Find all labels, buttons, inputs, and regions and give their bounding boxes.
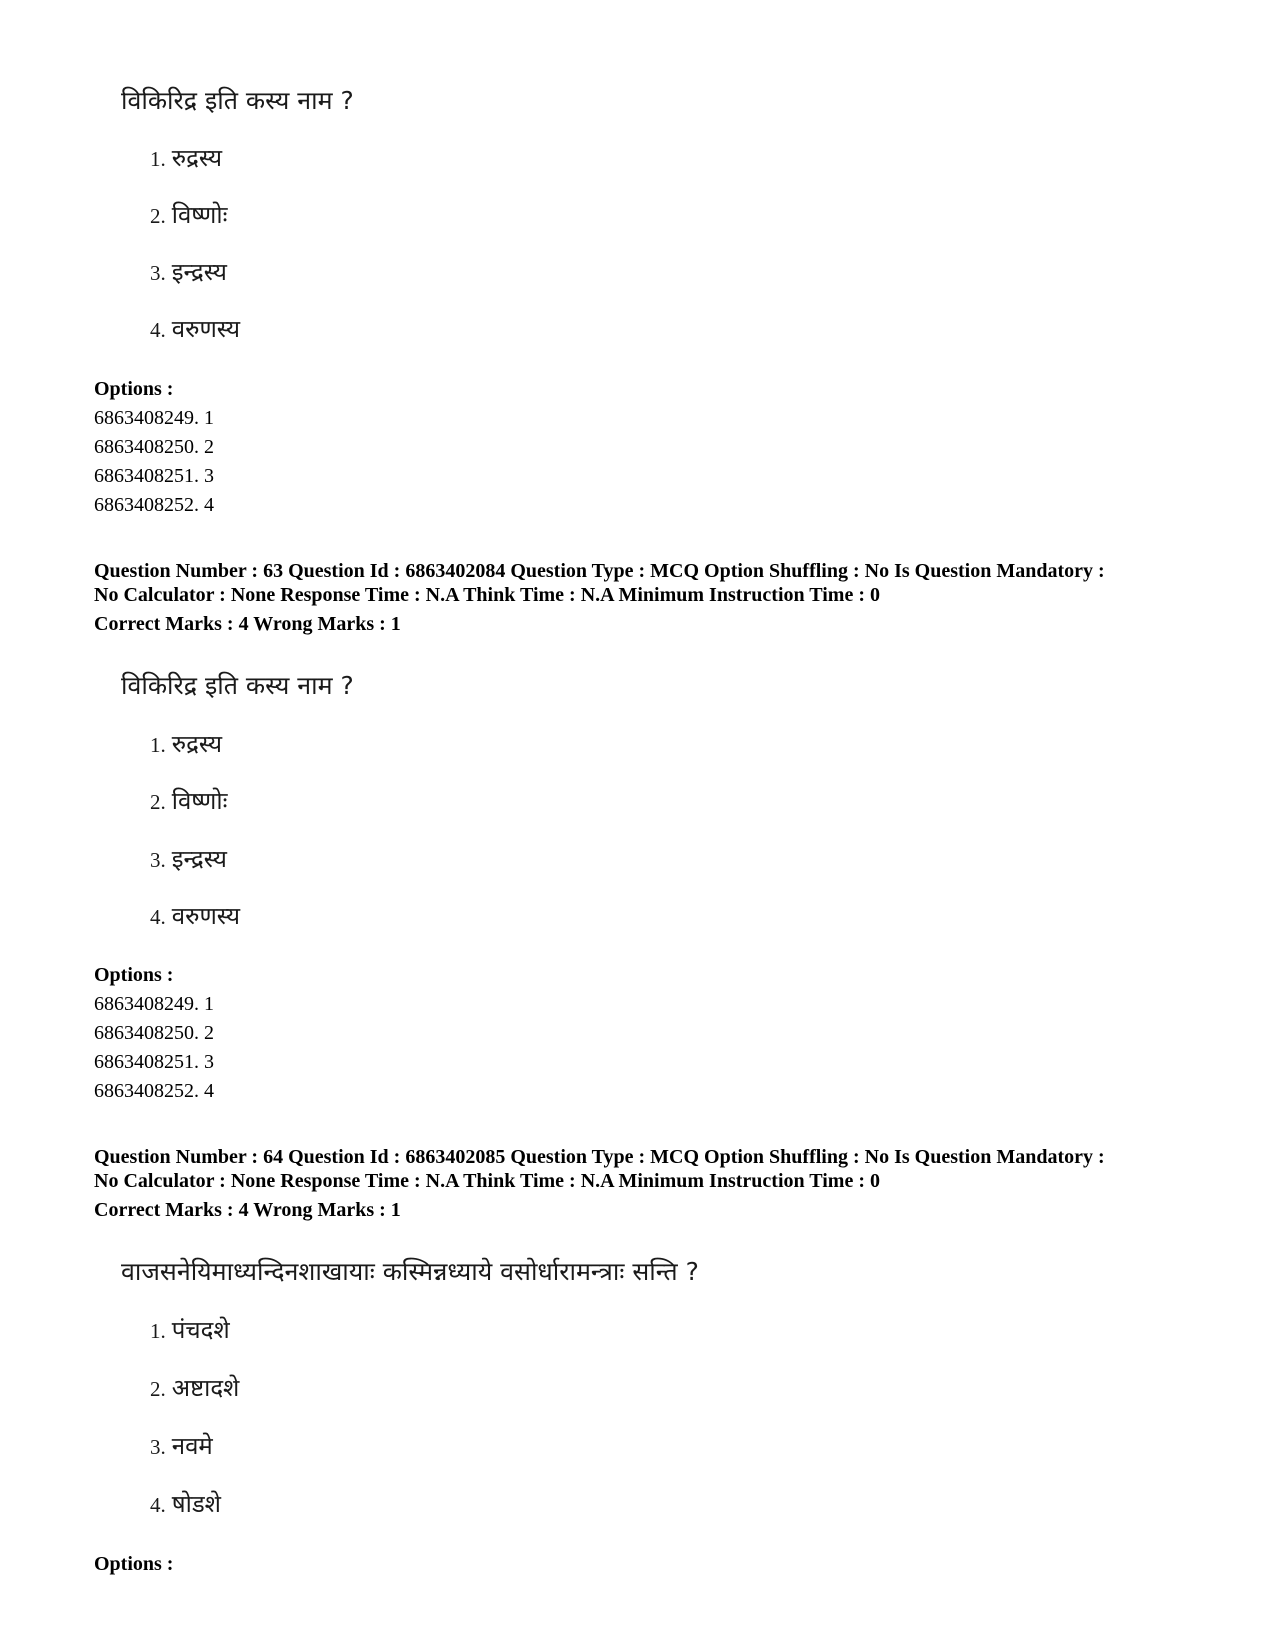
question-63-text: विकिरिद्र इति कस्य नाम ? [121, 671, 354, 700]
question-64-meta-line-1: Question Number : 64 Question Id : 6863402085 Question Type : MCQ Option Shuffling : No Is Question Mandatory : [94, 1146, 1105, 1168]
question-64-meta-line-2: No Calculator : None Response Time : N.A Think Time : N.A Minimum Instruction Time : 0 [94, 1170, 880, 1192]
choice-number: 3. [150, 261, 166, 285]
choice-text: रुद्रस्य [171, 144, 223, 172]
option-id-line: 6863408250. 2 [94, 1022, 214, 1044]
choice-text: अष्टादशे [171, 1374, 240, 1402]
choice-number: 2. [150, 790, 166, 814]
choice-number: 4. [150, 318, 166, 342]
question-64-choice-4 [150, 1489, 221, 1520]
options-heading: Options : [94, 1553, 174, 1575]
option-id-line: 6863408250. 2 [94, 436, 214, 458]
choice-number: 1. [150, 147, 166, 171]
options-heading: Options : [94, 378, 174, 400]
question-63-choice-1 [150, 729, 222, 760]
question-64-text: वाजसनेयिमाध्यन्दिनशाखायाः कस्मिन्नध्याये वसोर्धारामन्त्राः सन्ति ? [121, 1257, 699, 1286]
choice-number: 4. [150, 905, 166, 929]
question-64-choice-3 [150, 1431, 213, 1462]
option-id-line: 6863408249. 1 [94, 407, 214, 429]
choice-number: 2. [150, 204, 166, 228]
choice-number: 1. [150, 1319, 166, 1343]
choice-text: नवमे [171, 1432, 213, 1460]
question-62-choice-2 [150, 200, 227, 231]
choice-text: विष्णोः [171, 201, 228, 229]
question-64-choice-2 [150, 1373, 239, 1404]
option-id-line: 6863408251. 3 [94, 1051, 214, 1073]
option-id-line: 6863408251. 3 [94, 465, 214, 487]
options-heading: Options : [94, 964, 174, 986]
choice-text: विष्णोः [171, 787, 228, 815]
question-62-choice-3 [150, 257, 227, 288]
choice-number: 2. [150, 1377, 166, 1401]
question-64-choice-1 [150, 1315, 230, 1346]
question-63-choice-2 [150, 786, 227, 817]
question-62-choice-4 [150, 314, 240, 345]
question-63-choice-3 [150, 844, 227, 875]
option-id-line: 6863408252. 4 [94, 494, 214, 516]
choice-text: वरुणस्य [171, 315, 241, 343]
choice-number: 4. [150, 1493, 166, 1517]
choice-text: वरुणस्य [171, 902, 241, 930]
question-62-text: विकिरिद्र इति कस्य नाम ? [121, 86, 354, 115]
choice-text: षोडशे [171, 1490, 221, 1518]
question-62-choice-1 [150, 143, 222, 174]
question-63-meta-line-1: Question Number : 63 Question Id : 6863402084 Question Type : MCQ Option Shuffling : No Is Question Mandatory : [94, 560, 1105, 582]
question-64-marks: Correct Marks : 4 Wrong Marks : 1 [94, 1199, 401, 1221]
question-63-marks: Correct Marks : 4 Wrong Marks : 1 [94, 613, 401, 635]
choice-text: रुद्रस्य [171, 730, 223, 758]
question-63-meta-line-2: No Calculator : None Response Time : N.A Think Time : N.A Minimum Instruction Time : 0 [94, 584, 880, 606]
choice-text: इन्द्रस्य [171, 258, 227, 286]
choice-text: इन्द्रस्य [171, 845, 227, 873]
choice-number: 1. [150, 733, 166, 757]
option-id-line: 6863408249. 1 [94, 993, 214, 1015]
choice-text: पंचदशे [171, 1316, 230, 1344]
question-63-choice-4 [150, 901, 240, 932]
choice-number: 3. [150, 1435, 166, 1459]
option-id-line: 6863408252. 4 [94, 1080, 214, 1102]
choice-number: 3. [150, 848, 166, 872]
